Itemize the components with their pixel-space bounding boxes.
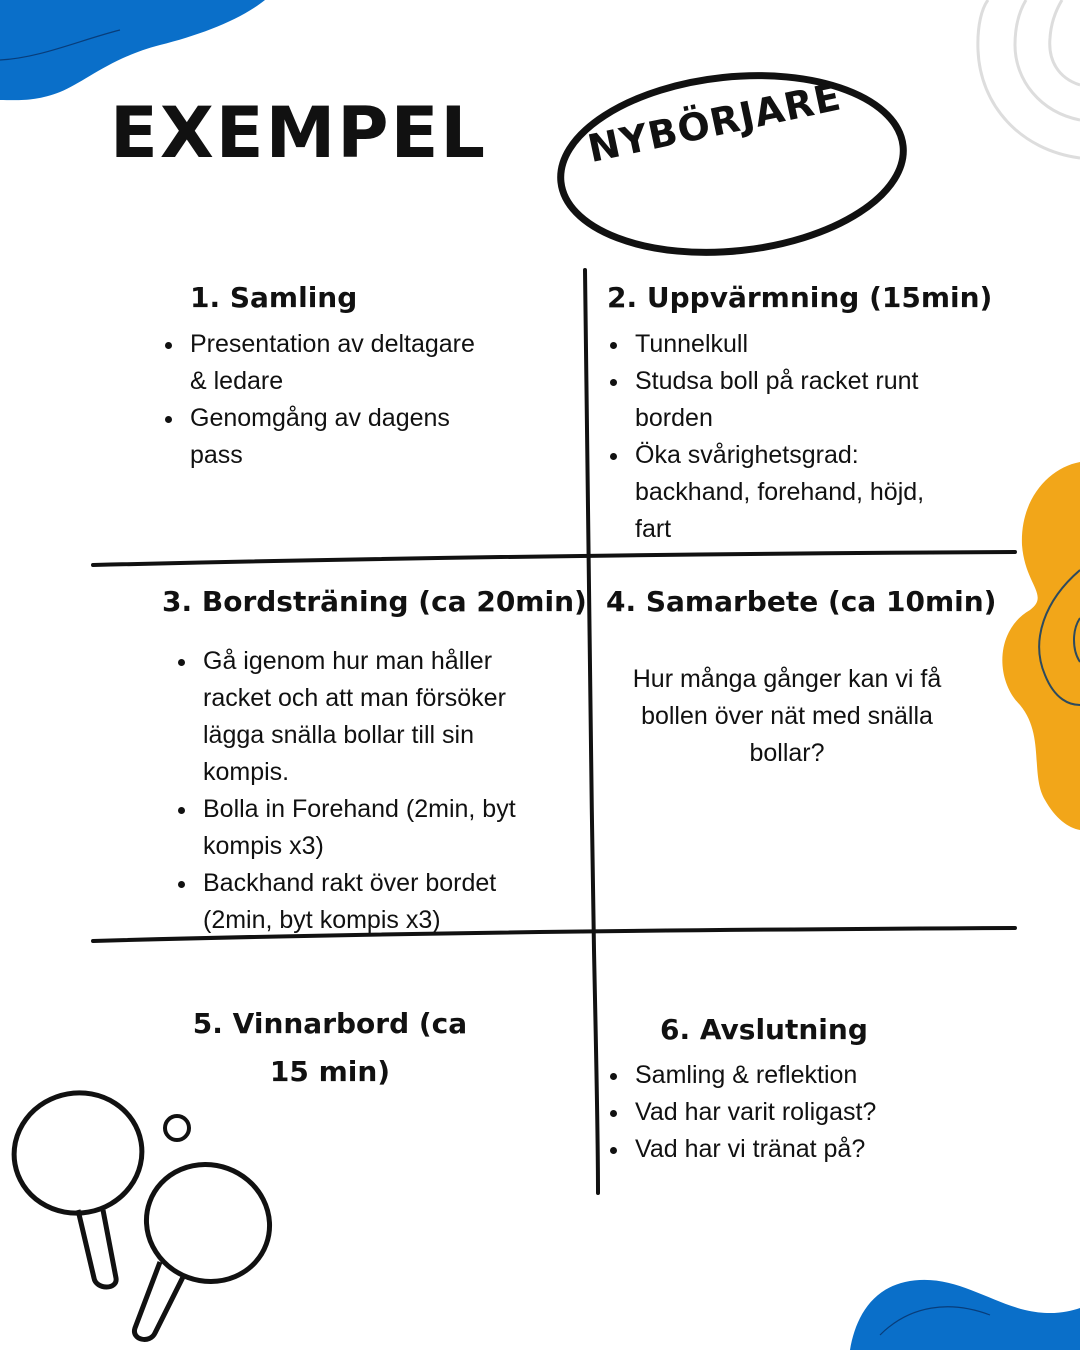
list-item: Backhand rakt över bordet (2min, byt kompis x3) bbox=[178, 865, 543, 939]
section-6-heading: 6. Avslutning bbox=[660, 1013, 868, 1046]
table-tennis-paddle-icon bbox=[5, 1083, 152, 1287]
section-6-list bbox=[610, 1057, 955, 1168]
section-4-text: Hur många gånger kan vi få bollen över nät med snälla bollar? bbox=[632, 665, 942, 767]
list-item: Vad har varit roligast? bbox=[610, 1094, 955, 1131]
section-3-heading: 3. Bordsträning (ca 20min) bbox=[162, 585, 587, 618]
section-4-heading: 4. Samarbete (ca 10min) bbox=[606, 585, 997, 618]
list-item: Tunnelkull bbox=[610, 326, 955, 363]
blue-blob-bottom-right bbox=[850, 1280, 1080, 1350]
list-item: Gå igenom hur man håller racket och att man försöker lägga snälla bollar till sin kompis. bbox=[178, 643, 543, 791]
table-tennis-ball-icon bbox=[165, 1116, 189, 1140]
page-title: EXEMPEL bbox=[110, 92, 487, 174]
list-item: Presentation av deltagare & ledare bbox=[165, 326, 495, 400]
grey-arcs-top-right bbox=[978, 0, 1080, 158]
level-badge: NYBÖRJARE bbox=[584, 74, 846, 172]
section-2-list bbox=[610, 326, 955, 548]
blue-blob-top-left bbox=[0, 0, 265, 100]
section-3-list bbox=[178, 643, 543, 939]
list-item: Öka svårighetsgrad: backhand, forehand, höjd, fart bbox=[610, 437, 955, 548]
section-1-list bbox=[165, 326, 495, 474]
section-5-heading: 5. Vinnarbord (ca 15 min) bbox=[192, 1007, 468, 1088]
orange-blob-right bbox=[1002, 462, 1080, 830]
list-item: Studsa boll på racket runt borden bbox=[610, 363, 955, 437]
list-item: Vad har vi tränat på? bbox=[610, 1131, 955, 1168]
list-item: Samling & reflektion bbox=[610, 1057, 955, 1094]
table-tennis-paddle-icon bbox=[130, 1147, 286, 1339]
list-item: Bolla in Forehand (2min, byt kompis x3) bbox=[178, 791, 543, 865]
section-2-heading: 2. Uppvärmning (15min) bbox=[607, 281, 993, 314]
section-1-heading: 1. Samling bbox=[190, 281, 358, 314]
list-item: Genomgång av dagens pass bbox=[165, 400, 495, 474]
